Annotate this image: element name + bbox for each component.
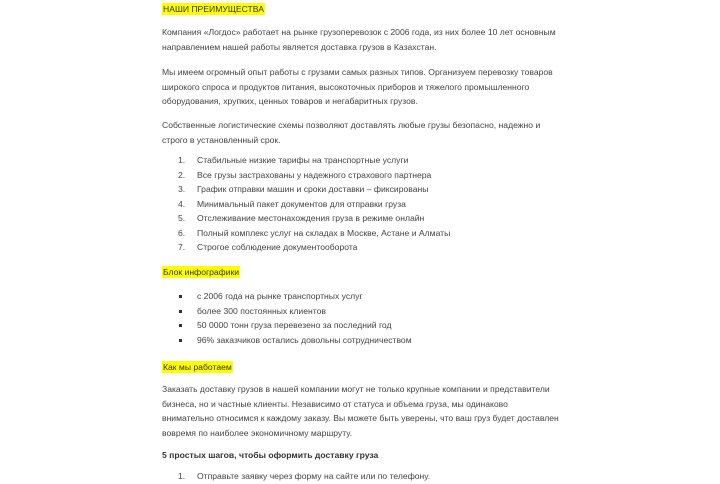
bullet-icon	[179, 295, 182, 298]
list-number: 7.	[178, 242, 186, 252]
bullet-item	[162, 333, 412, 348]
paragraph-experience	[162, 65, 553, 109]
text-line: бизнеса, но и частные клиенты. Независимо от статуса и объема груза, мы одинаково	[162, 398, 508, 409]
bullet-icon	[179, 310, 182, 313]
heading-steps	[162, 448, 378, 463]
text-line: широкого спроса и продуктов питания, высокоточных приборов и тяжелого промышленного	[162, 81, 530, 92]
text-line: направлением нашей работы является доставка грузов в Казахстан.	[162, 41, 437, 52]
steps-list	[162, 469, 430, 484]
text-line: Собственные логистические схемы позволяют доставлять любые грузы безопасно, надежно и	[162, 120, 541, 130]
bullet-item	[162, 289, 412, 304]
heading-advantages	[162, 2, 265, 17]
highlighted-heading: Как мы работаем	[163, 362, 232, 372]
list-text: более 300 постоянных клиентов	[197, 305, 326, 316]
list-text: Минимальный пакет документов для отправки груза	[197, 198, 406, 209]
paragraph-logistics	[162, 118, 540, 147]
list-text: Строгое соблюдение документооборота	[197, 242, 358, 252]
list-text: с 2006 года на рынке транспортных услуг	[197, 291, 363, 301]
list-text: Стабильные низкие тарифы на транспортные услуги	[197, 155, 409, 165]
text-line: строго в установленный срок.	[162, 134, 281, 145]
bullet-item	[162, 318, 412, 333]
text-line: оборудования, хрупких, ценных товаров и негабаритных грузов.	[162, 96, 418, 106]
list-number: 6.	[178, 227, 186, 238]
bullet-icon	[179, 324, 182, 327]
advantages-list	[162, 153, 450, 255]
text-line: Компания «Логдос» работает на рынке грузоперевозок с 2006 года, из них более 10 лет основным	[162, 27, 556, 37]
paragraph-intro	[162, 25, 556, 54]
list-item	[162, 197, 450, 212]
paragraph-ordering	[162, 382, 559, 440]
text-line: Заказать доставку грузов в нашей компании могут не только крупные компании и представители	[162, 384, 550, 394]
text-line: вовремя по наиболее экономичному маршруту.	[162, 427, 353, 438]
list-text: Отправьте заявку через форму на сайте или по телефону.	[197, 471, 431, 481]
list-text: Полный комплекс услуг на складах в Москве, Астане и Алматы	[197, 227, 451, 238]
list-number: 4.	[178, 198, 186, 209]
list-number: 1.	[178, 155, 186, 165]
text-line: внимательно относимся к каждому заказу. Вы можете быть уверены, что ваш груз будет доставлен	[162, 413, 559, 423]
list-item	[162, 240, 450, 255]
text-line: Мы имеем огромный опыт работы с грузами самых разных типов. Организуем перевозку товаров	[162, 67, 553, 77]
list-item	[162, 182, 450, 197]
list-number: 5.	[178, 213, 186, 223]
list-text: 96% заказчиков остались довольны сотрудничеством	[197, 334, 412, 345]
heading-how-we-work	[162, 360, 233, 375]
list-item	[162, 226, 450, 241]
list-item	[162, 211, 450, 226]
list-text: График отправки машин и сроки доставки – фиксированы	[197, 184, 429, 194]
highlighted-heading: Блок инфографики	[163, 267, 240, 277]
list-text: Все грузы застрахованы у надежного страхового партнера	[197, 169, 432, 180]
bullet-icon	[179, 339, 182, 342]
list-item	[162, 469, 430, 484]
list-number: 2.	[178, 169, 186, 180]
highlighted-heading: НАШИ ПРЕИМУЩЕСТВА	[163, 4, 264, 14]
list-number: 3.	[178, 184, 186, 194]
bullet-item	[162, 304, 412, 319]
heading-infographics	[162, 265, 240, 280]
list-item	[162, 153, 450, 168]
list-text: 50 0000 тонн груза перевезено за последний год	[197, 320, 392, 330]
infographics-list	[162, 289, 412, 347]
list-text: Отслеживание местонахождения груза в режиме онлайн	[197, 213, 425, 223]
list-number: 1.	[178, 471, 186, 481]
list-item	[162, 168, 450, 183]
bold-heading: 5 простых шагов, чтобы оформить доставку груза	[162, 450, 379, 460]
